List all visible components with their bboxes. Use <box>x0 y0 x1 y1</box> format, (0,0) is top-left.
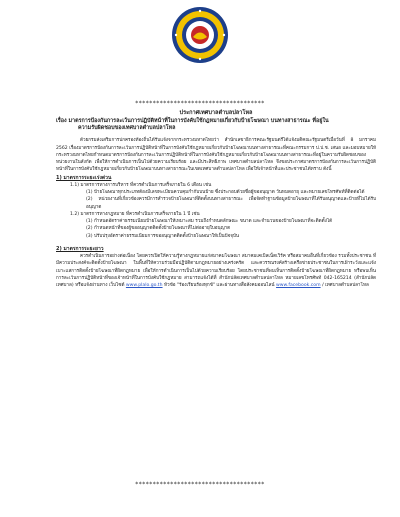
s2-fb-suffix: / เทศบาลตำบลปลาโหล <box>322 283 369 288</box>
section2-title: 2) มาตรการระยะยาว <box>56 245 104 252</box>
s1-2-2: (2) กำหนดหน้าที่ของผู้ขออนุญาตติดตั้งป้ายโฆษณาที่ไม่ต่ออายุใบอนุญาต <box>86 226 231 232</box>
subject-heading <box>56 118 376 133</box>
facebook-link[interactable]: www.facebook.com <box>276 283 321 288</box>
org-title: ประกาศเทศบาลตำบลปลาโหล <box>179 110 253 116</box>
municipality-seal-icon <box>171 6 229 64</box>
announcement-body <box>56 110 376 289</box>
s2-paragraph <box>56 253 376 289</box>
s1-2: 1.2) มาตรการทางกฎหมาย ที่ควรดำเนินการเสร็จภายใน 1 ปี เช่น <box>70 211 200 217</box>
s2-web-prefix: เว็บไซต์ <box>108 283 125 288</box>
s1-2-1: (1) กำหนดอัตราค่าธรรมเนียมป้ายโฆษณาให้เหมาะสม รวมถึงกำหนดลักษณะ ขนาด และจำนวนของป้ายโฆษณาที่จะติดตั้งได้ <box>86 219 333 224</box>
s1-1-2: (2) หน่วยงานที่เกี่ยวข้องควรมีการสำรวจป้ายโฆษณาที่ติดตั้งบนทางสาธารณะ เพื่อจัดทำฐานข้อมูลป้ายโฆษณาที่ได้รับอนุญาตและป้ายที่ไม่ได้รับอนุญาต <box>86 197 376 210</box>
s2-web-mid: หัวข้อ "ร้องเรียนร้องทุกข์" และผ่านทางสื่อสังคมออนไลน์ <box>164 283 275 288</box>
section1-title: 1) มาตรการระยะเร่งด่วน <box>56 174 112 181</box>
bottom-separator: ************************************* <box>135 481 265 488</box>
subject-line-1: เรื่อง มาตรการป้องกันการละเว้นการปฏิบัติหน้าที่ในการบังคับใช้กฎหมายเกี่ยวกับป้ายโฆษณา บนทางสาธารณะ ที่อยู่ใน <box>56 117 329 124</box>
s1-1-1: (1) ป้ายโฆษณาทุกประเภทต้องมีเลขทะเบียนควบคุมกำกับบนป้าย ซึ่งประกอบด้วยชื่อผู้ขออนุญาต วันหมดอายุ และหมายเลขโทรศัพท์ที่ติดต่อได้ <box>86 190 365 195</box>
website-link[interactable]: www.plalo.go.th <box>125 283 163 288</box>
s2-text: ควรดำเนินการอย่างต่อเนื่อง โดยควรเปิดให้ความรู้ทางกฎหมายแก่สมาคมโฆษณา สมาคมเคเบิลเน็ตเวิร์ค หรือสมาคมอื่นที่เกี่ยวข้อง รวมทั้งประชาชน ที่มีความประสงค์จะติดตั้งป้ายโฆษณา ในพื้นที่ให้ความร่วมมือปฏิบัติตามกฎหมายอย่างเคร่งครัด และควรรณรงค์สร้างเครือข่ายประชาชนในการเฝ้าระวังและแจ้งเบาะแสการติดตั้งป้ายโฆษณาที่ผิดกฎหมาย เพื่อให้การดำเนินการเป็นไปด้วยความเรียบร้อย โดยประชาชนที่พบเห็นการติดตั้งป้ายโฆษณาที่ผิดกฎหมาย หรือพบเห็นการละเว้นการปฏิบัติหน้าที่ของเจ้าหน้าที่ในการบังคับใช้กฎหมาย สามารถแจ้งได้ที่ สำนักปลัดเทศบาลตำบลปลาโหล หมายเลขโทรศัพท์ 042-165214 (สำนักปลัดเทศบาล) หรือแจ้งผ่านทาง <box>56 254 376 288</box>
intro-paragraph: ด้วยกรมส่งเสริมการปกครองท้องถิ่นได้รับแจ้งจากกระทรวงมหาดไทยว่า สำนักเลขาธิการคณะรัฐมนตรีได้แจ้งมติคณะรัฐมนตรีเมื่อวันที่ 8 มกราคม 2562 เรื่องมาตรการป้องกันการละเว้นการปฏิบัติหน้าที่ในการบังคับใช้กฎหมายเกี่ยวกับป้ายโฆษณาบนทางสาธารณะที่คณะกรรมการ ป.ป.ช. เสนอ และมอบหมายให้กระทรวงมหาดไทยกำหนดมาตรการป้องกันการละเว้นการปฏิบัติหน้าที่ในการบังคับใช้กฎหมายเกี่ยวกับป้ายโฆษณาบนทางสาธารณะที่อยู่ในความรับผิดชอบของหน่วยงานในสังกัด เพื่อให้การดำเนินการเป็นไปด้วยความเรียบร้อย และมีประสิทธิภาพ เทศบาลตำบลปลาโหล จึงขอประกาศมาตรการป้องกันการละเว้นการปฏิบัติหน้าที่ในการบังคับใช้กฎหมายเกี่ยวกับป้ายโฆษณาบนทางสาธารณะในเขตเทศบาลตำบลปลาโหล เพื่อให้เจ้าหน้าที่และประชาชนได้ทราบ ดังนี้ <box>56 138 376 173</box>
subject-line-2: ความรับผิดชอบของเทศบาลตำบลปลาโหล <box>78 125 176 131</box>
top-separator: ************************************* <box>135 100 265 107</box>
s1-1: 1.1) มาตรการทางการบริหาร ที่ควรดำเนินการเสร็จภายใน 6 เดือน เช่น <box>70 182 212 188</box>
s1-2-3: (3) ปรับปรุงอัตราค่าธรรมเนียมการขออนุญาตติดตั้งป้ายโฆษณาให้เป็นปัจจุบัน <box>86 233 240 239</box>
